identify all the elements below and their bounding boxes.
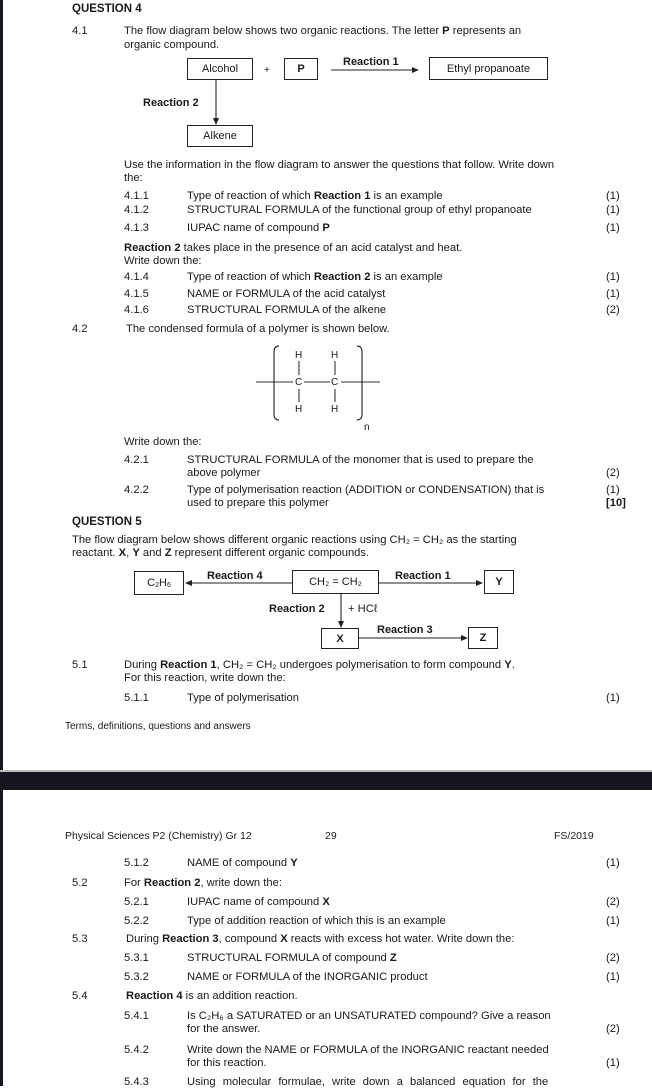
item-marks: (2) xyxy=(606,304,620,316)
q41-number: 4.1 xyxy=(72,25,88,37)
q42-number: 4.2 xyxy=(72,323,88,335)
ethyl-propanoate-box: Ethyl propanoate xyxy=(429,57,548,80)
atom-h-bottom-2: H xyxy=(331,404,339,415)
q42-text: The condensed formula of a polymer is shown below. xyxy=(126,323,390,335)
atom-c-2: C xyxy=(331,377,339,388)
item-number: 4.1.5 xyxy=(124,288,149,300)
plus-sign: + xyxy=(264,65,270,76)
item-marks: (2) xyxy=(606,1023,620,1035)
item-text-pre: NAME of compound xyxy=(187,857,291,869)
q51-text-line1 xyxy=(124,659,515,672)
header-subject: Physical Sciences P2 (Chemistry) Gr 12 xyxy=(65,830,252,842)
reaction3-label: Reaction 3 xyxy=(377,624,433,636)
q51-pre: During xyxy=(124,659,161,671)
item-text: STRUCTURAL FORMULA of the functional group of ethyl propanoate xyxy=(187,204,532,216)
item-number: 4.1.1 xyxy=(124,190,149,202)
alcohol-box: Alcohol xyxy=(187,58,253,80)
atom-c-1: C xyxy=(295,377,303,388)
compound-p-box: P xyxy=(284,58,318,80)
item-text xyxy=(187,857,298,870)
q53-text xyxy=(126,933,514,946)
item-text-line1: Is C₂H₆ a SATURATED or an UNSATURATED compound? Give a reason xyxy=(187,1010,551,1022)
reaction4-arrowhead xyxy=(185,580,192,586)
alkene-box: Alkene xyxy=(187,125,253,147)
reaction3-arrowhead xyxy=(461,635,468,641)
reaction2-write-down: Write down the: xyxy=(124,255,202,267)
item-text: NAME or FORMULA of the INORGANIC product xyxy=(187,971,428,983)
q54-text xyxy=(126,990,298,1003)
item-number: 5.2.1 xyxy=(124,896,149,908)
q52-number: 5.2 xyxy=(72,877,88,889)
q52-bold: Reaction 2 xyxy=(143,877,201,889)
q54-post: is an addition reaction. xyxy=(182,990,298,1002)
q53-mid: , compound xyxy=(218,933,281,945)
item-number: 5.3.1 xyxy=(124,952,149,964)
q52-pre: For xyxy=(124,877,144,889)
question-total-marks: [10] xyxy=(606,497,626,509)
q53-bold: Reaction 3 xyxy=(162,933,219,945)
item-number: 5.1.2 xyxy=(124,857,149,869)
item-text-post: is an example xyxy=(370,190,443,202)
item-text-line1: STRUCTURAL FORMULA of the monomer that is used to prepare the xyxy=(187,454,534,466)
item-text-bold: Z xyxy=(389,952,397,964)
q5-intro-x: X xyxy=(118,547,127,559)
intro-line2: the: xyxy=(124,172,143,184)
compound-y-box: Y xyxy=(484,570,514,594)
q51-end: . xyxy=(511,659,515,671)
question-4-heading: QUESTION 4 xyxy=(72,3,142,15)
footer-note: Terms, definitions, questions and answers xyxy=(65,721,251,732)
q41-text-b: represents an xyxy=(449,25,522,37)
item-text-bold: Reaction 2 xyxy=(313,271,371,283)
atom-h-bottom-1: H xyxy=(295,404,303,415)
item-marks: (1) xyxy=(606,204,620,216)
item-marks: (1) xyxy=(606,222,620,234)
item-text-line2: above polymer xyxy=(187,467,261,479)
reaction4-label: Reaction 4 xyxy=(207,570,263,582)
reaction2-label: Reaction 2 xyxy=(269,603,325,615)
item-number: 4.1.4 xyxy=(124,271,149,283)
q53-number: 5.3 xyxy=(72,933,88,945)
q5-intro-and: and xyxy=(139,547,165,559)
item-text: Type of polymerisation xyxy=(187,692,299,704)
item-marks: (1) xyxy=(606,1057,620,1069)
item-number: 4.2.1 xyxy=(124,454,149,466)
item-text-pre: STRUCTURAL FORMULA of compound xyxy=(187,952,390,964)
q53-bold2: X xyxy=(280,933,288,945)
item-marks: (2) xyxy=(606,467,620,479)
reaction1-arrowhead xyxy=(476,580,483,586)
item-text-line1: Type of polymerisation reaction (ADDITION or CONDENSATION) that is xyxy=(187,484,545,496)
q5-intro-z: Z xyxy=(164,547,172,559)
q54-bold: Reaction 4 xyxy=(126,990,183,1002)
item-marks: (1) xyxy=(606,915,620,927)
item-marks: (1) xyxy=(606,857,620,869)
item-marks: (1) xyxy=(606,190,620,202)
q54-number: 5.4 xyxy=(72,990,88,1002)
item-text xyxy=(187,952,397,965)
item-text-bold: Reaction 1 xyxy=(313,190,371,202)
item-marks: (1) xyxy=(606,692,620,704)
item-text-line1: Using molecular formulae, write down a balanced equation for the xyxy=(187,1076,549,1088)
item-marks: (1) xyxy=(606,484,620,496)
question-5-heading: QUESTION 5 xyxy=(72,516,142,528)
item-text-pre: IUPAC name of compound xyxy=(187,896,323,908)
header-code: FS/2019 xyxy=(554,830,594,842)
item-number: 4.1.6 xyxy=(124,304,149,316)
q52-text xyxy=(124,877,282,890)
q5-intro-line1: The flow diagram below shows different organic reactions using CH₂ = CH₂ as the starting xyxy=(72,534,517,546)
item-marks: (1) xyxy=(606,271,620,283)
reaction1-label: Reaction 1 xyxy=(395,570,451,582)
q51-bold: Reaction 1 xyxy=(160,659,217,671)
q51-bold2: Y xyxy=(504,659,512,671)
intro-line1: Use the information in the flow diagram to answer the questions that follow. Write down xyxy=(124,159,555,171)
q51-mid: , CH₂ = CH₂ undergoes polymerisation to form compound xyxy=(216,659,505,671)
q41-text-line2: organic compound. xyxy=(124,39,220,51)
item-text-pre: Type of reaction of which xyxy=(187,271,314,283)
item-number: 5.3.2 xyxy=(124,971,149,983)
item-text xyxy=(187,896,330,909)
reaction2-intro-rest: takes place in the presence of an acid catalyst and heat. xyxy=(180,242,463,254)
item-marks: (1) xyxy=(606,288,620,300)
item-text-bold: P xyxy=(322,222,330,234)
ethene-box: CH₂ = CH₂ xyxy=(292,570,379,594)
compound-x-box: X xyxy=(321,628,359,649)
item-number: 5.4.3 xyxy=(124,1076,149,1088)
item-text: Type of addition reaction of which this is an example xyxy=(187,915,446,927)
item-text: STRUCTURAL FORMULA of the alkene xyxy=(187,304,387,316)
item-number: 4.2.2 xyxy=(124,484,149,496)
q52-post: , write down the: xyxy=(200,877,282,889)
atom-h-top-1: H xyxy=(295,350,303,361)
item-number: 5.1.1 xyxy=(124,692,149,704)
q41-text-a: The flow diagram below shows two organic reactions. The letter xyxy=(124,25,443,37)
item-text-line2: for the answer. xyxy=(187,1023,261,1035)
item-text-line2: for this reaction. xyxy=(187,1057,267,1069)
reaction2-label: Reaction 2 xyxy=(143,97,199,109)
q53-pre: During xyxy=(126,933,163,945)
header-page-number: 29 xyxy=(325,830,337,842)
q51-number: 5.1 xyxy=(72,659,88,671)
item-number: 5.2.2 xyxy=(124,915,149,927)
write-down-label: Write down the: xyxy=(124,436,202,448)
q53-post: reacts with excess hot water. Write down the: xyxy=(287,933,515,945)
item-text-line1: Write down the NAME or FORMULA of the INORGANIC reactant needed xyxy=(187,1044,549,1056)
item-text-bold: Y xyxy=(290,857,298,869)
reaction2-intro-bold: Reaction 2 xyxy=(124,242,181,254)
q5-intro-post: represent different organic compounds. xyxy=(171,547,370,559)
page-gap-band xyxy=(0,772,652,790)
q41-bold-p: P xyxy=(442,25,450,37)
item-text-post: is an example xyxy=(370,271,443,283)
hcl-reagent-label: + HCℓ xyxy=(348,603,378,615)
subscript-n: n xyxy=(364,422,370,433)
item-text: NAME or FORMULA of the acid catalyst xyxy=(187,288,386,300)
item-number: 5.4.1 xyxy=(124,1010,149,1022)
item-marks: (1) xyxy=(606,971,620,983)
reaction2-arrowhead xyxy=(338,621,344,628)
item-number: 4.1.3 xyxy=(124,222,149,234)
ethane-box: $C_2H_6$ xyxy=(134,571,184,595)
item-text-pre: IUPAC name of compound xyxy=(187,222,323,234)
item-text-line2: used to prepare this polymer xyxy=(187,497,329,509)
item-marks: (2) xyxy=(606,896,620,908)
atom-h-top-2: H xyxy=(331,350,339,361)
item-text-pre: Type of reaction of which xyxy=(187,190,314,202)
q5-intro-pre: reactant. xyxy=(72,547,119,559)
item-number: 4.1.2 xyxy=(124,204,149,216)
item-marks: (2) xyxy=(606,952,620,964)
item-text-bold: X xyxy=(322,896,330,908)
item-number: 5.4.2 xyxy=(124,1044,149,1056)
q51-text-line2: For this reaction, write down the: xyxy=(124,672,286,684)
q5-intro-comma: , xyxy=(126,547,133,559)
compound-z-box: Z xyxy=(468,627,498,649)
reaction1-label: Reaction 1 xyxy=(343,56,399,68)
q5-intro-y: Y xyxy=(132,547,140,559)
